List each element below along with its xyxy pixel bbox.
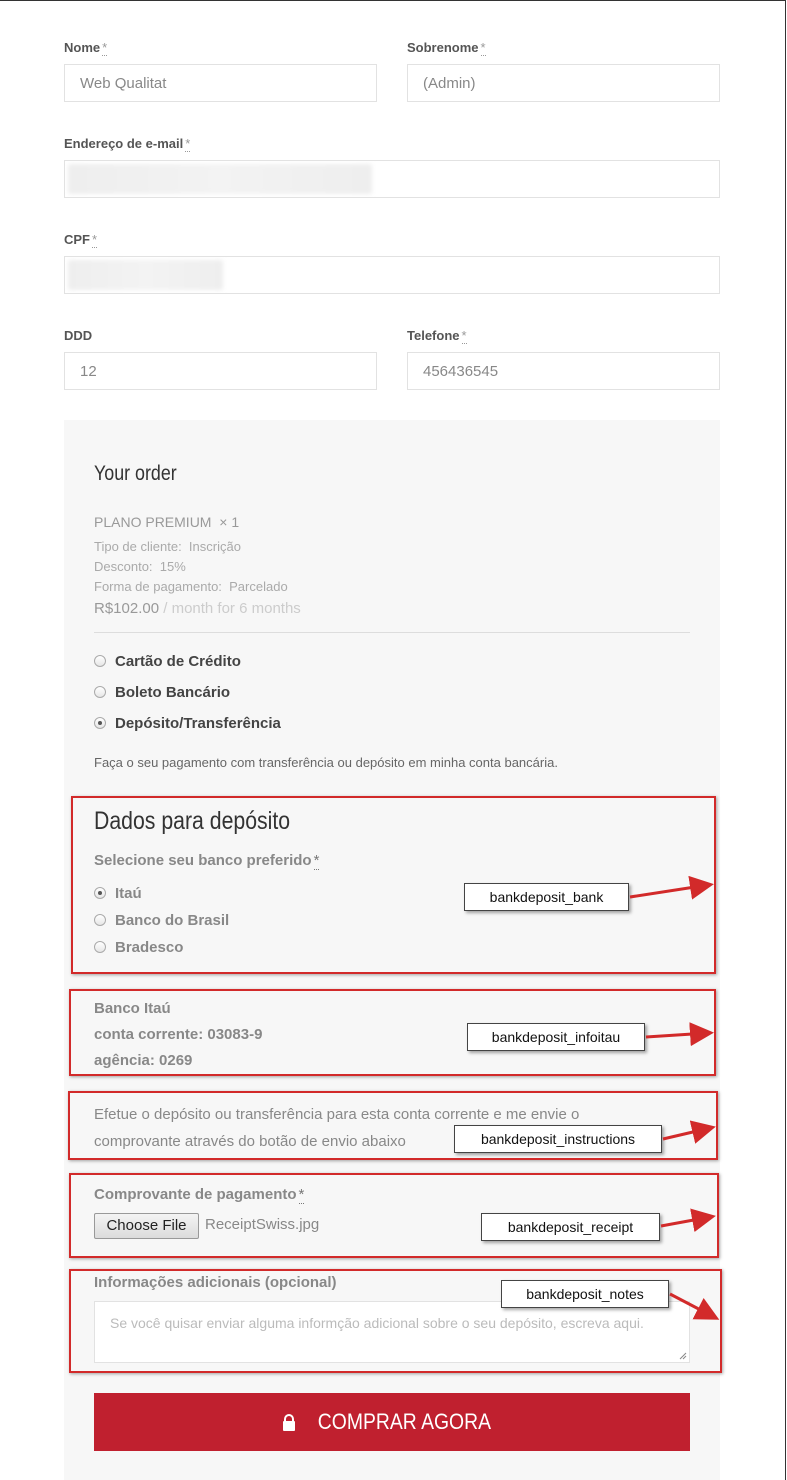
- last-name-label: Sobrenome *: [407, 40, 486, 55]
- arrow-infoitau: [646, 1033, 708, 1037]
- file-name: ReceiptSwiss.jpg: [205, 1216, 320, 1233]
- deposit-instructions: Efetue o depósito ou transferência para esta conta corrente e me envie o comprovante através do botão de envio abaixo: [94, 1106, 580, 1150]
- first-name-field[interactable]: Web Qualitat: [64, 64, 377, 102]
- cpf-label: CPF *: [64, 232, 98, 247]
- annotation-tag-instructions: bankdeposit_instructions: [454, 1125, 662, 1153]
- order-price: R$102.00 / month for 6 months: [94, 600, 301, 617]
- payment-deposit-label: Depósito/Transferência: [115, 715, 281, 732]
- bank-info: Banco Itaú conta corrente: 03083-9 agência: 0269: [94, 1000, 263, 1069]
- arrow-instructions: [663, 1128, 710, 1139]
- annotation-tag-receipt: bankdeposit_receipt: [481, 1213, 660, 1241]
- notes-textarea[interactable]: Se você quisar enviar alguma informção adicional sobre o seu depósito, escreva aqui.: [94, 1301, 690, 1363]
- last-name-field[interactable]: (Admin): [407, 64, 720, 102]
- arrow-receipt: [661, 1217, 710, 1226]
- payment-boleto-label: Boleto Bancário: [115, 684, 231, 701]
- email-label: Endereço de e-mail *: [64, 136, 191, 151]
- first-name-label: Nome *: [64, 40, 108, 55]
- notes-label: Informações adicionais (opcional): [94, 1274, 337, 1291]
- annotation-tag-bank: bankdeposit_bank: [464, 883, 629, 911]
- bank-bradesco-label: Bradesco: [115, 939, 184, 956]
- receipt-label: Comprovante de pagamento *: [94, 1186, 305, 1203]
- arrow-bank: [630, 885, 708, 897]
- order-product: PLANO PREMIUM × 1: [94, 514, 240, 530]
- arrow-notes: [670, 1294, 714, 1317]
- bank-itau-label: Itaú: [115, 885, 142, 902]
- order-title: Your order: [94, 462, 177, 485]
- ddd-label: DDD: [64, 328, 93, 343]
- bank-bb-label: Banco do Brasil: [115, 912, 230, 929]
- choose-file-button[interactable]: Choose File: [94, 1213, 199, 1239]
- order-meta: Tipo de cliente: Inscrição Desconto: 15% Forma de pagamento: Parcelado: [94, 539, 288, 594]
- buy-now-label: COMPRAR AGORA: [317, 1409, 491, 1434]
- payment-credit-card-label: Cartão de Crédito: [115, 653, 241, 670]
- annotation-tag-infoitau: bankdeposit_infoitau: [467, 1023, 645, 1051]
- phone-field[interactable]: 456436545: [407, 352, 720, 390]
- annotation-tag-notes: bankdeposit_notes: [501, 1280, 669, 1308]
- bank-prompt: Selecione seu banco preferido *: [94, 852, 320, 869]
- phone-label: Telefone *: [407, 328, 467, 343]
- deposit-title: Dados para depósito: [94, 807, 291, 835]
- payment-description: Faça o seu pagamento com transferência ou depósito em minha conta bancária.: [94, 755, 558, 770]
- ddd-field[interactable]: 12: [64, 352, 377, 390]
